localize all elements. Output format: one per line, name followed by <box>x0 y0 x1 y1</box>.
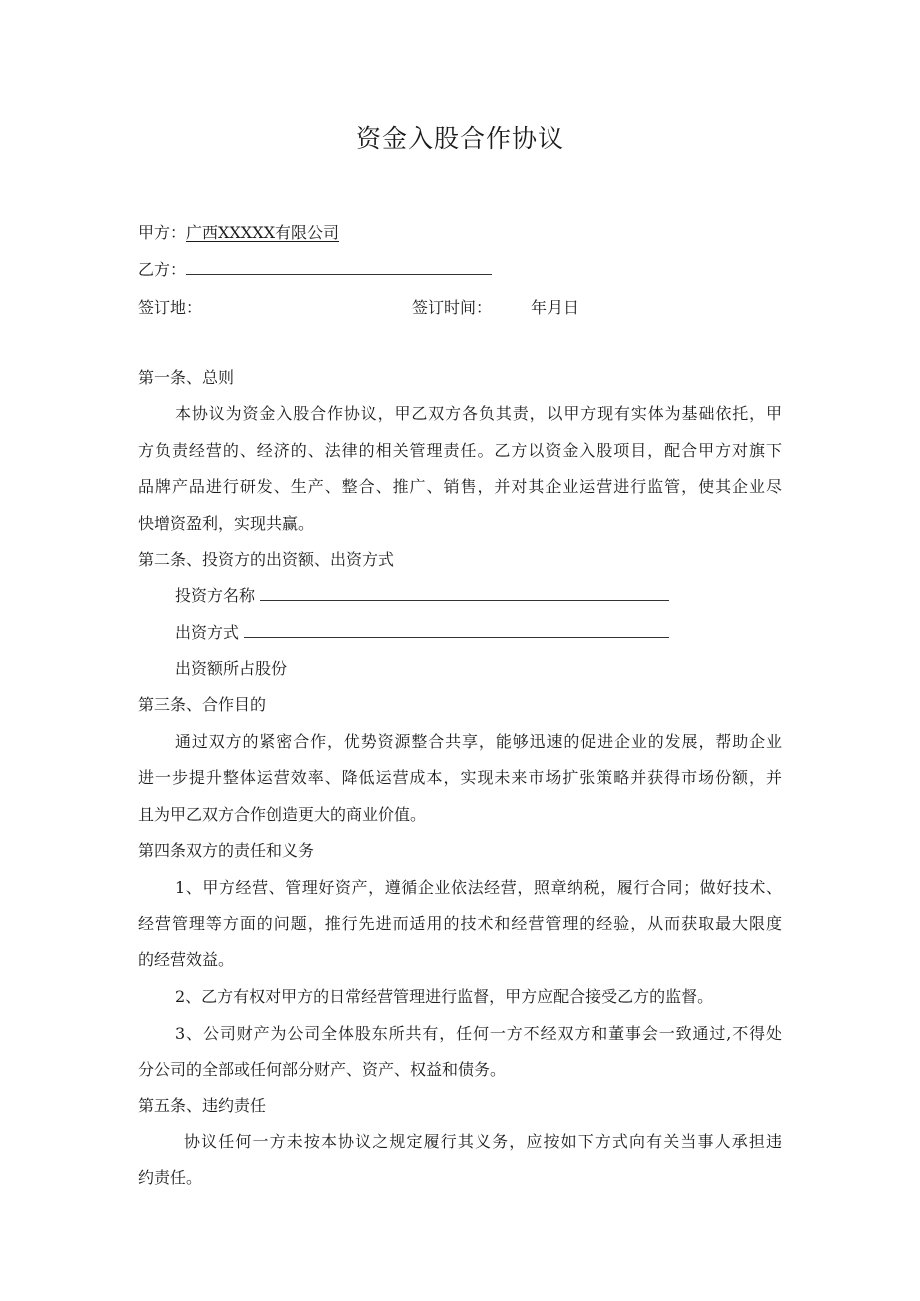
article5-heading: 第五条、违约责任 <box>138 1096 267 1115</box>
investor-name-blank <box>260 586 669 601</box>
party-b-label: 乙方： <box>138 260 187 279</box>
investment-method-line <box>175 623 669 643</box>
investment-method-label: 出资方式 <box>175 623 240 642</box>
sign-time-label: 签订时间： <box>412 298 493 317</box>
document-title: 资金入股合作协议 <box>355 124 564 153</box>
investor-name-label: 投资方名称 <box>175 586 256 605</box>
article3-line: 通过双方的紧密合作，优势资源整合共享，能够迅速的促进企业的发展，帮助企业 <box>175 732 782 751</box>
article5-line: 约责任。 <box>138 1168 203 1187</box>
article1-line: 方负责经营的、经济的、法律的相关管理责任。乙方以资金入股项目，配合甲方对旗下 <box>138 441 782 460</box>
article4-item1-line: 的经营效益。 <box>138 950 235 969</box>
article1-heading: 第一条、总则 <box>138 368 235 387</box>
article3-heading: 第三条、合作目的 <box>138 695 267 714</box>
article1-line: 本协议为资金入股合作协议，甲乙双方各负其责，以甲方现有实体为基础依托，甲 <box>175 404 782 423</box>
party-a-value: 广西XXXXX有限公司 <box>186 223 339 242</box>
article4-item2: 2、乙方有权对甲方的日常经营管理进行监督，甲方应配合接受乙方的监督。 <box>175 987 714 1006</box>
article1-line: 快增资盈利，实现共赢。 <box>138 514 315 533</box>
article3-line: 且为甲乙双方合作创造更大的商业价值。 <box>138 805 427 824</box>
article3-line: 进一步提升整体运营效率、降低运营成本，实现未来市场扩张策略并获得市场份额，并 <box>138 768 782 787</box>
sign-place-label: 签订地： <box>138 298 203 317</box>
share-ratio-label: 出资额所占股份 <box>175 659 288 678</box>
article4-item3-line: 3、公司财产为公司全体股东所共有，任何一方不经双方和董事会一致通过,不得处 <box>175 1024 782 1043</box>
article4-heading: 第四条双方的责任和义务 <box>138 841 315 860</box>
investment-method-blank <box>244 623 669 638</box>
article4-item1-line: 经营管理等方面的问题，推行先进而适用的技术和经营管理的经验，从而获取最大限度 <box>138 914 782 933</box>
party-b-line <box>138 260 492 280</box>
party-b-blank <box>186 260 492 275</box>
article2-heading: 第二条、投资方的出资额、出资方式 <box>138 550 395 569</box>
party-a-line <box>138 223 339 243</box>
article4-item1-line: 1、甲方经营、管理好资产，遵循企业依法经营，照章纳税，履行合同；做好技术、 <box>175 878 782 897</box>
article5-line: 协议任何一方未按本协议之规定履行其义务，应按如下方式向有关当事人承担违 <box>184 1132 782 1151</box>
sign-date: 年月日 <box>531 298 580 317</box>
party-a-label: 甲方： <box>138 223 187 242</box>
article4-item3-line: 分公司的全部或任何部分财产、资产、权益和债务。 <box>138 1060 507 1079</box>
article1-line: 品牌产品进行研发、生产、整合、推广、销售，并对其企业运营进行监管，使其企业尽 <box>138 477 782 496</box>
investor-name-line <box>175 586 669 606</box>
